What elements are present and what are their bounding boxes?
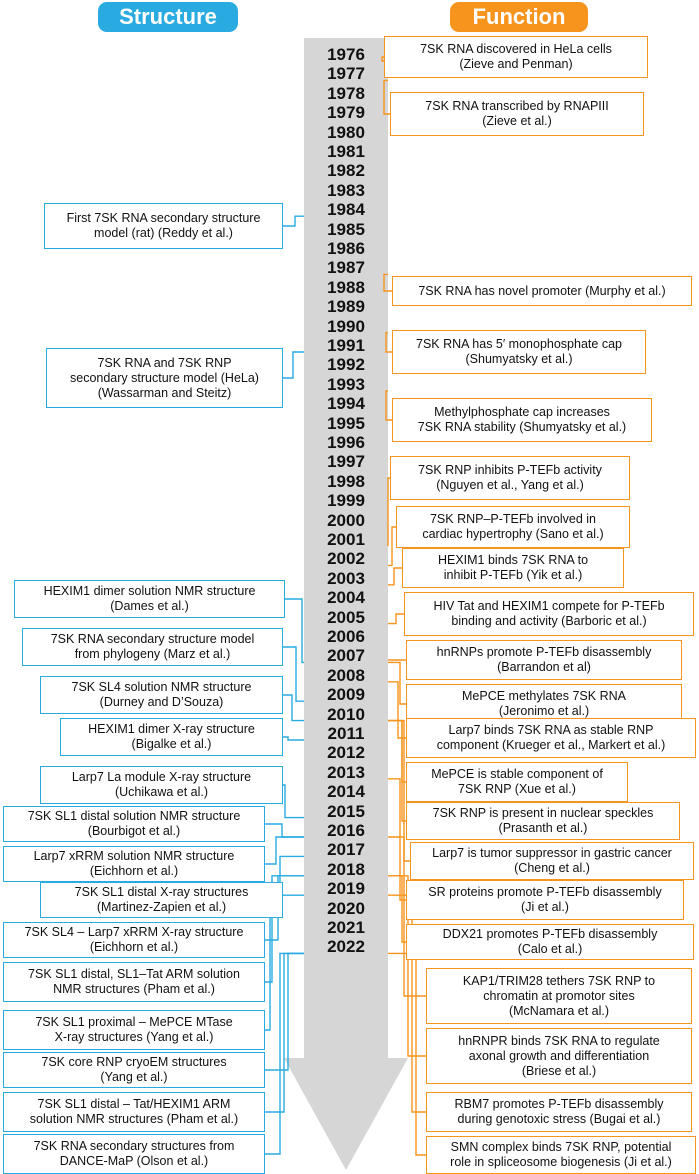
function-event-text: (McNamara et al.) [508,1003,610,1018]
function-event-text: hnRNPR binds 7SK RNA to regulate [458,1033,660,1048]
structure-connector [283,216,304,226]
function-event-box [384,36,648,78]
structure-header: Structure [98,2,238,32]
structure-event-text: (Uchikawa et al.) [114,785,209,799]
function-event-text: (Zieve and Penman) [459,57,573,71]
structure-event-box [3,962,265,1002]
year-label: 1984 [327,200,365,220]
year-label: 2010 [327,704,365,724]
structure-event-text: (Bigalke et al.) [131,737,212,751]
function-event-text: 7SK RNP is present in nuclear speckles [432,806,654,820]
structure-event-box [3,922,265,958]
structure-event-box [40,676,283,714]
function-event-box [406,718,696,758]
year-label: 2021 [327,918,365,937]
structure-event-text: secondary structure model (HeLa) [70,370,259,385]
function-event-text: hnRNPs promote P-TEFb disassembly [436,645,652,659]
function-event-box [404,592,694,636]
year-label: 2015 [327,801,365,821]
year-label: 1978 [327,83,365,103]
function-connector [388,527,396,565]
function-event-box [406,802,680,840]
structure-event-text: X-ray structures (Yang et al.) [54,1030,214,1044]
year-label: 2012 [327,743,365,763]
function-event-text: during genotoxic stress (Bugai et al.) [457,1112,661,1126]
structure-event-text: solution NMR structures (Pham et al.) [29,1112,239,1126]
structure-event-box [40,766,283,804]
structure-event-box [3,806,265,842]
year-label: 2008 [327,665,365,685]
function-event-box [410,842,694,880]
year-label: 2020 [327,898,365,918]
function-event-box [396,506,630,548]
function-event-box [426,1028,692,1084]
structure-event-text: HEXIM1 dimer solution NMR structure [43,584,256,598]
function-event-box [392,276,692,306]
function-event-box [406,924,694,960]
year-label: 1998 [327,471,365,491]
structure-event-box [3,846,265,882]
structure-event-text: (Dames et al.) [110,599,189,613]
structure-event-text: First 7SK RNA secondary structure [66,211,261,225]
function-event-box [390,92,644,136]
year-label: 2001 [327,530,365,549]
structure-event-box [3,1010,265,1050]
function-event-text: MePCE methylates 7SK RNA [462,689,626,703]
year-label: 1976 [327,45,365,64]
year-label: 1985 [327,219,365,239]
function-event-box [406,640,682,680]
structure-connector [265,837,304,864]
structure-event-box [60,718,283,756]
structure-event-text: (Yang et al.) [100,1070,168,1084]
function-event-text: MePCE is stable component of [431,767,603,781]
structure-event-box [3,1134,265,1174]
structure-event-text: NMR structures (Pham et al.) [53,982,215,996]
year-label: 2003 [327,568,365,588]
year-label: 1986 [327,239,365,258]
structure-event-text: (Durney and D’Souza) [99,695,224,709]
structure-connector [283,647,304,701]
structure-event-text: (Martinez-Zapien et al.) [96,900,227,914]
structure-event-box [44,203,283,249]
function-event-text: axonal growth and differentiation [468,1048,650,1063]
year-label: 1999 [327,491,365,511]
function-event-text: (Barrandon et al) [497,660,591,674]
year-label: 2007 [327,646,365,666]
year-label: 1997 [327,452,365,472]
function-event-text: chromatin at promotor sites [483,988,635,1003]
year-label: 1993 [327,374,365,394]
structure-event-text: 7SK RNA secondary structures from [33,1139,235,1153]
function-event-text: 7SK RNA discovered in HeLa cells [420,42,612,56]
structure-event-text: model (rat) (Reddy et al.) [94,226,233,240]
function-event-text: HEXIM1 binds 7SK RNA to [437,553,589,567]
function-header: Function [450,2,588,32]
structure-event-box [46,348,283,408]
function-event-text: (Briese et al.) [521,1063,597,1078]
structure-event-text: 7SK SL4 solution NMR structure [71,680,252,694]
structure-event-text: 7SK SL1 distal, SL1–Tat ARM solution [28,967,240,981]
structure-event-text: (Bourbigot et al.) [87,824,181,838]
function-event-text: (Nguyen et al., Yang et al.) [436,478,584,492]
structure-event-text: (Eichhorn et al.) [89,864,179,878]
function-connector [388,953,426,1155]
structure-event-text: DANCE-MaP (Olson et al.) [59,1154,209,1168]
function-event-text: (Calo et al.) [517,942,583,956]
year-label: 2018 [327,859,365,879]
function-event-text: (Shumyatsky et al.) [465,352,573,366]
function-event-text: Larp7 is tumor suppressor in gastric cancer [432,846,672,860]
structure-event-text: 7SK RNA secondary structure model [50,632,255,646]
structure-event-text: Larp7 xRRM solution NMR structure [33,849,235,863]
structure-connector [265,953,304,1112]
year-label: 1987 [327,258,365,278]
function-event-box [390,456,630,500]
structure-event-text: HEXIM1 dimer X-ray structure [88,722,255,736]
structure-event-box [22,628,283,666]
structure-event-text: from phylogeny (Marz et al.) [74,647,231,661]
year-label: 2005 [327,607,365,627]
function-event-text: 7SK RNP inhibits P-TEFb activity [418,463,602,477]
year-label: 2017 [327,840,365,860]
function-event-text: (Ji et al.) [521,900,569,914]
year-label: 2016 [327,821,365,840]
function-event-text: component (Krueger et al., Markert et al.) [436,738,666,752]
year-label: 2000 [327,510,365,530]
function-event-text: RBM7 promotes P-TEFb disassembly [454,1097,664,1111]
year-label: 2004 [327,588,365,608]
year-label: 2014 [327,782,365,802]
structure-connector [283,352,304,378]
function-connector [388,662,406,704]
function-event-text: 7SK RNA stability (Shumyatsky et al.) [417,420,627,434]
function-event-box [392,398,652,442]
structure-connector [280,856,304,900]
structure-event-box [14,580,285,618]
structure-connector [283,785,304,818]
function-event-text: Larp7 binds 7SK RNA as stable RNP [448,723,654,737]
structure-event-box [3,1052,265,1088]
function-event-text: cardiac hypertrophy (Sano et al.) [422,527,604,541]
function-event-text: role in spliceosome biogenesis (Ji et al.) [450,1155,672,1169]
function-event-box [392,330,646,374]
structure-event-text: 7SK SL1 distal X-ray structures [74,885,249,899]
function-event-box [406,762,628,802]
year-label: 1988 [327,277,365,297]
function-event-text: (Zieve et al.) [482,114,552,128]
function-event-box [406,880,684,920]
year-label: 1992 [327,355,365,375]
year-label: 1981 [327,142,365,161]
structure-event-box [40,882,283,918]
year-label: 1983 [327,180,365,200]
function-event-box [426,1092,692,1132]
year-label: 1990 [327,316,365,336]
year-label: 2019 [327,879,365,899]
year-label: 1980 [327,122,365,142]
function-event-text: (Prasanth et al.) [498,821,588,835]
function-event-text: inhibit P-TEFb (Yik et al.) [443,568,583,582]
structure-connector [283,695,304,721]
year-label: 2013 [327,762,365,782]
structure-event-text: 7SK SL1 proximal – MePCE MTase [35,1015,233,1029]
year-label: 1996 [327,433,365,452]
structure-event-box [3,1092,265,1132]
function-event-text: 7SK RNA has novel promoter (Murphy et al.) [418,283,666,298]
structure-event-text: Larp7 La module X-ray structure [71,770,252,784]
function-event-text: DDX21 promotes P-TEFb disassembly [442,927,658,941]
function-event-text: SMN complex binds 7SK RNP, potential [450,1140,672,1154]
function-event-text: (Jeronimo et al.) [498,704,590,718]
year-label: 1991 [327,336,365,355]
function-event-text: binding and activity (Barboric et al.) [451,614,647,628]
function-connector [388,568,402,585]
function-event-text: (Cheng et al.) [514,861,590,875]
function-event-box [426,1136,696,1174]
structure-connector [285,599,304,662]
year-label: 1977 [327,64,365,84]
structure-event-text: 7SK SL1 distal solution NMR structure [27,809,241,823]
year-label: 2011 [327,724,365,743]
function-event-text: 7SK RNP (Xue et al.) [458,782,576,796]
function-event-text: KAP1/TRIM28 tethers 7SK RNP to [462,973,656,988]
function-event-text: 7SK RNP–P-TEFb involved in [429,512,597,526]
year-label: 2002 [327,549,365,569]
structure-event-text: 7SK core RNP cryoEM structures [41,1055,227,1069]
structure-connector [265,824,304,837]
structure-connector [283,737,304,740]
function-connector [388,614,404,624]
year-label: 2022 [327,937,365,957]
year-label: 1979 [327,103,365,123]
year-label: 1982 [327,161,365,181]
function-event-text: 7SK RNA transcribed by RNAPIII [425,99,609,113]
function-event-text: Methylphosphate cap increases [434,405,610,419]
function-event-text: SR proteins promote P-TEFb disassembly [428,885,662,899]
function-event-text: 7SK RNA has 5′ monophosphate cap [416,337,622,351]
year-label: 1989 [327,297,365,317]
structure-event-text: (Eichhorn et al.) [89,940,179,954]
year-label: 1995 [327,413,365,433]
structure-event-text: 7SK SL1 distal – Tat/HEXIM1 ARM [37,1097,231,1111]
function-event-box [426,968,692,1024]
function-event-box [402,548,624,588]
function-event-text: HIV Tat and HEXIM1 compete for P-TEFb [433,599,665,613]
year-label: 1994 [327,394,365,414]
structure-event-text: 7SK RNA and 7SK RNP [97,355,232,370]
year-label: 2006 [327,627,365,646]
structure-event-text: 7SK SL4 – Larp7 xRRM X-ray structure [24,925,244,939]
structure-event-text: (Wassarman and Steitz) [97,385,232,400]
year-label: 2009 [327,685,365,705]
